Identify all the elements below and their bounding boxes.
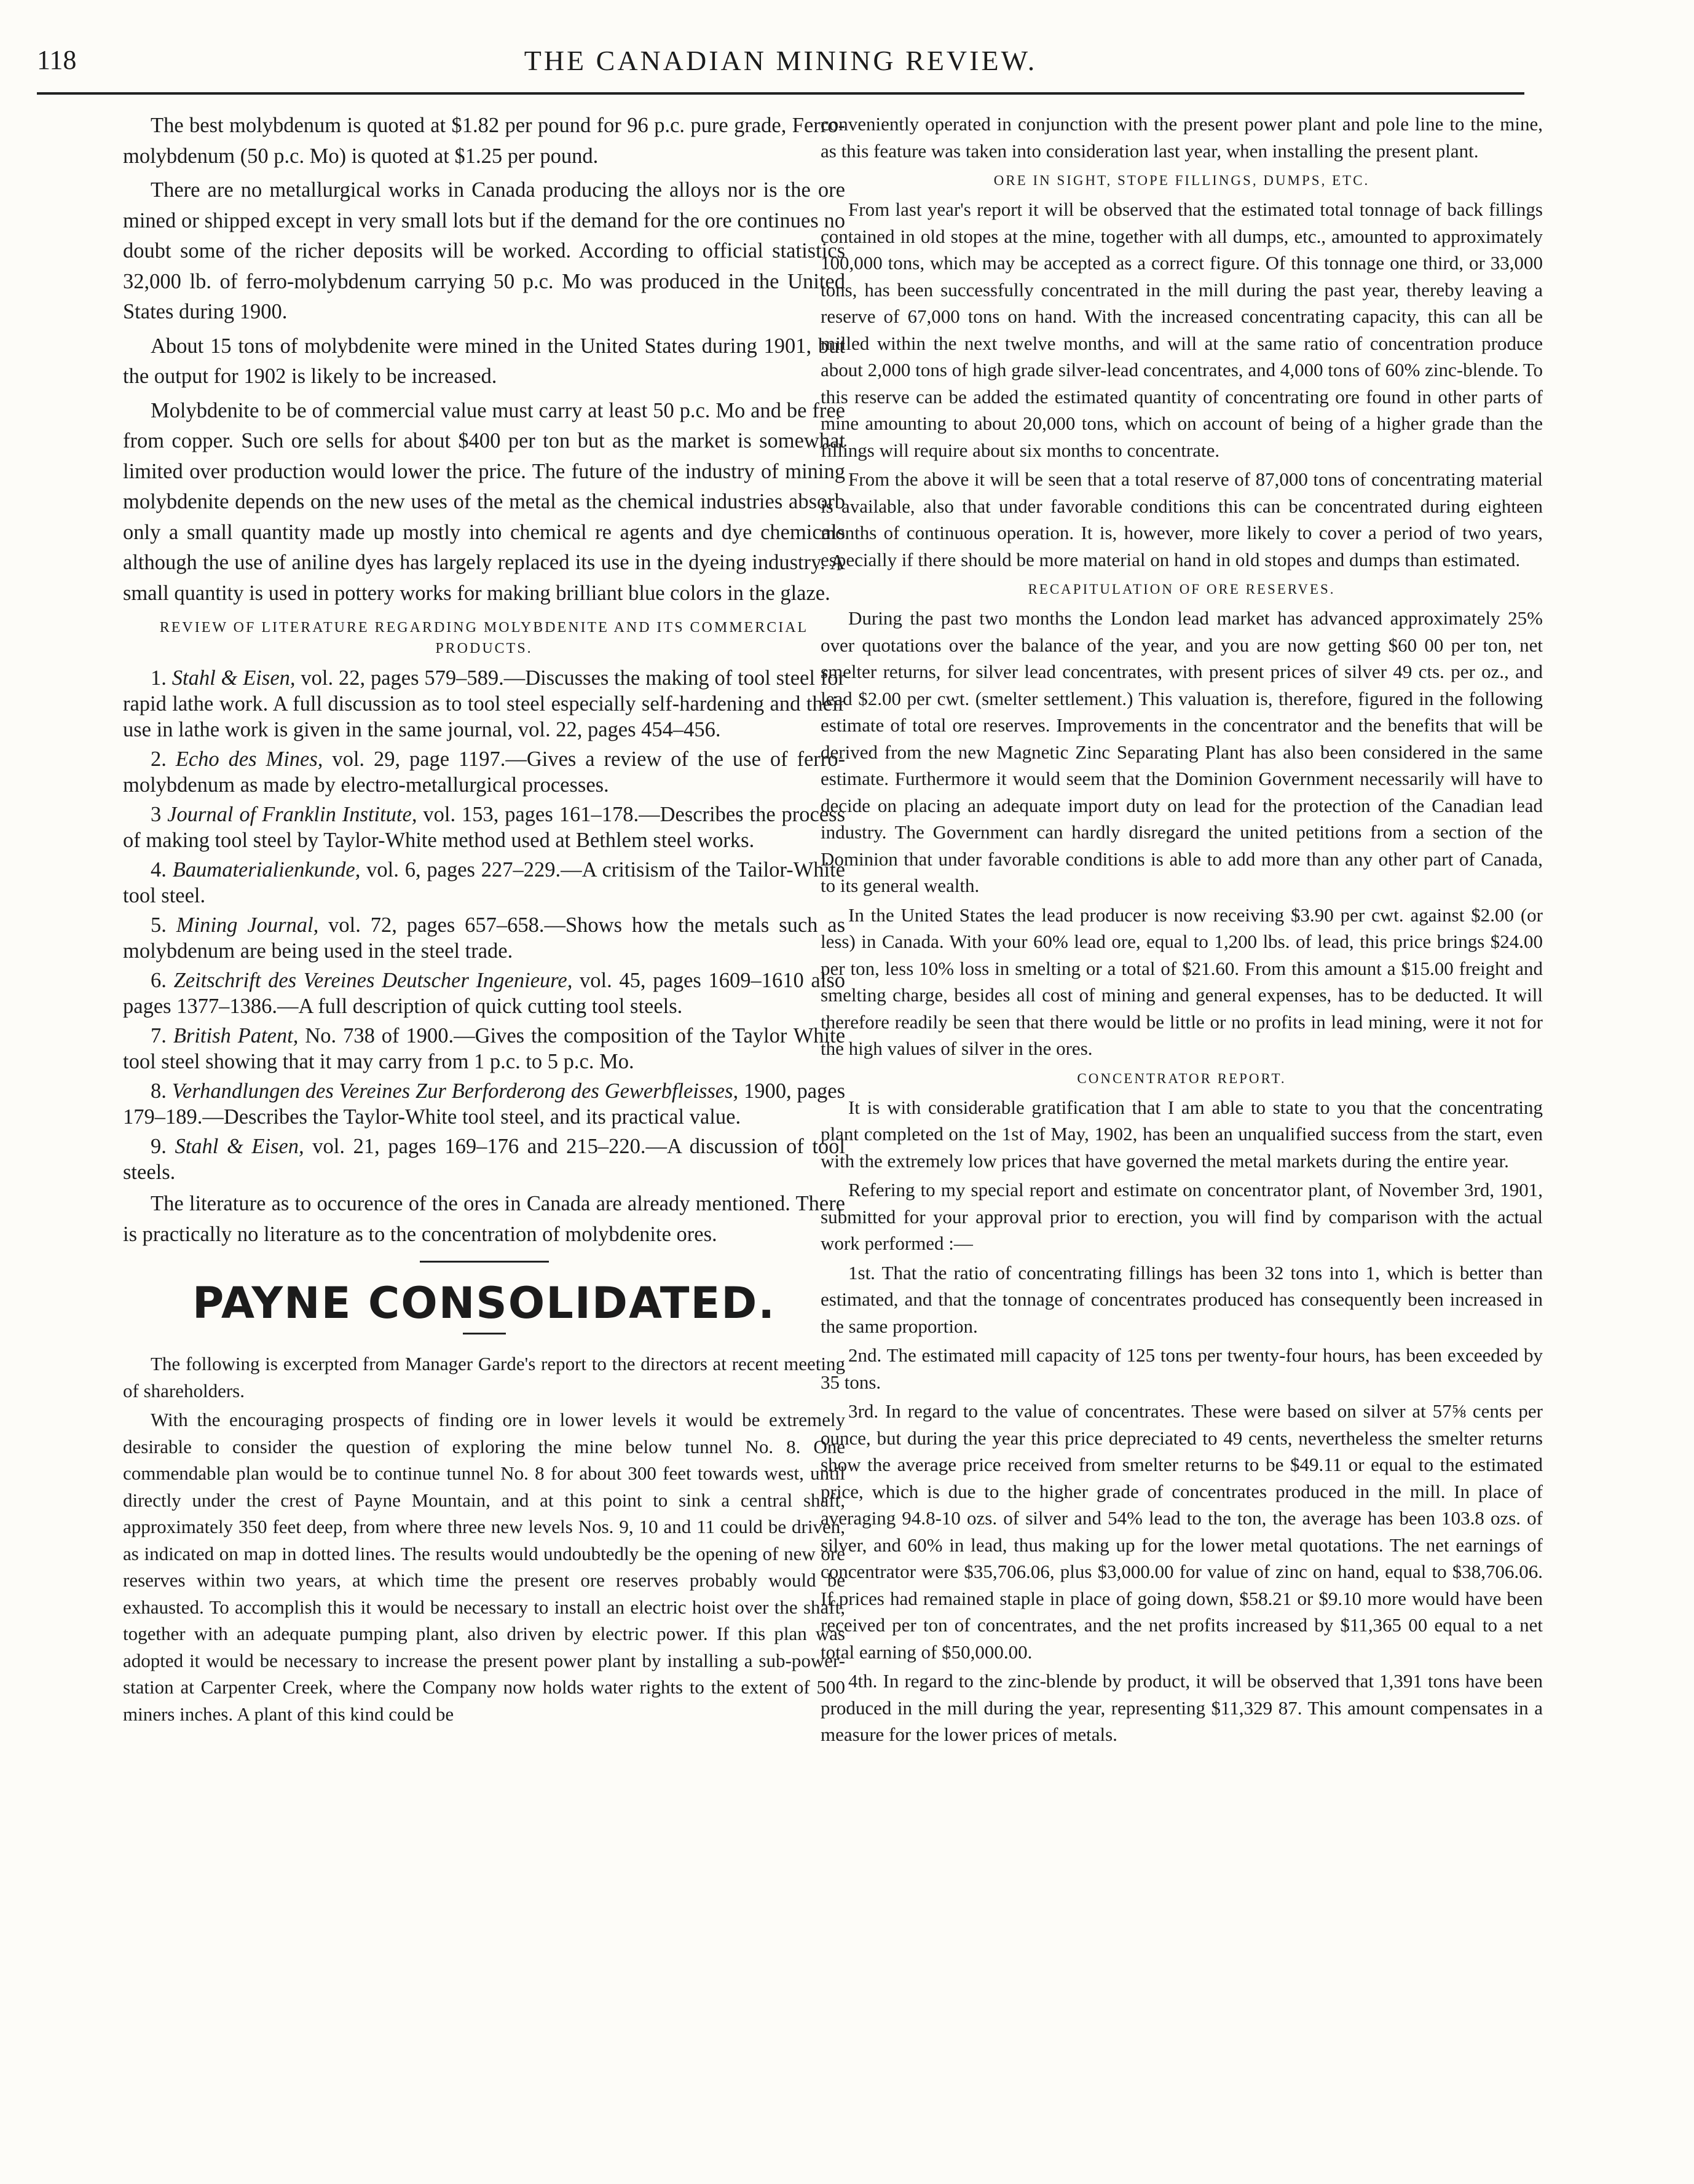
literature-item bbox=[123, 968, 845, 1019]
item-source: British Patent, bbox=[173, 1024, 299, 1047]
paragraph: There are no metallurgical works in Canada producing the alloys nor is the ore mined or shipped except in very small lots but if the demand for the ore continues no doubt some of the richer deposits will be worked. According to official statistics 32,000 lb. of ferro-molybdenum carrying 50 p.c. Mo was produced in the United States during 1900. bbox=[123, 178, 845, 323]
item-source: Stahl & Eisen, bbox=[171, 666, 296, 690]
page-header bbox=[37, 44, 1524, 89]
item-text: vol. 45, pages 1609–1610 also pages 1377–1386.—A full description of quick cutting tool steels. bbox=[123, 969, 846, 1018]
title-divider bbox=[463, 1333, 506, 1334]
item-source: Echo des Mines, bbox=[175, 747, 323, 771]
paragraph: 3rd. In regard to the value of concentrates. These were based on silver at 57⅝ cents per ounce, but during the year this price depreciated to 49 cents, nevertheless the smelter returns show the average price received from smelter returns to be $49.11 or equal to the estimated price, which is due to the higher grade of concentrates produced in the mill. In place of averaging 94.8-10 ozs. of silver and 54% lead to the ton, the average has been 103.8 ozs. of silver, and 60% in lead, thus making up for the lower metal quotations. The net earnings of concentrator were $35,706.06, plus $3,000.00 for value of zinc on hand, equal to $38,706.06. If prices had remained staple in place of going down, $58.21 or $9.10 more would have been received per ton of concentrates, and the net profits increased by $11,365 00 equal to a net total earning of $50,000.00. bbox=[821, 1400, 1543, 1663]
item-number: 9. bbox=[151, 1135, 167, 1158]
paragraph: During the past two months the London lead market has advanced approximately 25% over quotations over the balance of the year, and you are now getting $60 00 per ton, net smelter returns, for silver lead concentrates, with present prices of silver 49 cts. per oz., and lead $2.00 per cwt. (smelter settlement.) This valuation is, therefore, figured in the following estimate of total ore reserves. Improvements in the concentrator and the benefits that will be derived from the new Magnetic Zinc Separating Plant has also been considered in the same estimate. Furthermore it would seem that the Dominion Government necessarily will have to decide on placing an adequate import duty on lead for the protection of the Canadian lead industry. The Government can hardly disregard the united petitions from a section of the Dominion that under favorable conditions is able to add more than any other part of Canada, to its general wealth. bbox=[821, 607, 1543, 896]
item-number: 8. bbox=[151, 1079, 167, 1103]
literature-item bbox=[123, 1133, 845, 1185]
item-text: vol. 72, pages 657–658.—Shows how the metals such as molybdenum are being used in the steel trade. bbox=[123, 913, 845, 963]
section-heading: RECAPITULATION OF ORE RESERVES. bbox=[1028, 581, 1336, 597]
literature-item bbox=[123, 665, 845, 743]
paragraph: Molybdenite to be of commercial value must carry at least 50 p.c. Mo and be free from copper. Such ore sells for about $400 per ton but as the market is somewhat limited over production would lower the price. The future of the industry of mining molybdenite depends on the new uses of the metal as the chemical industries absorb only a small quantity made up mostly into chemical re agents and dye chemicals although the use of aniline dyes has largely replaced its use in the dyeing industry. A small quantity is used in pottery works for making brilliant blue colors in the glaze. bbox=[123, 398, 845, 605]
paragraph: From last year's report it will be observed that the estimated total tonnage of back fillings contained in old stopes at the mine, together with all dumps, etc., amounted to approximately 100,000 tons, which may be accepted as a correct figure. Of this tonnage one third, or 33,000 tons, has been successfully concentrated in the mill during the past year, thereby leaving a reserve of 67,000 tons on hand. With the increased concentrating capacity, this can all be milled within the next twelve months, and will at the same ratio of concentration produce about 2,000 tons of high grade silver-lead concentrates, and 4,000 tons of 60% zinc-blende. To this reserve can be added the estimated quantity of concentrating ore found in other parts of mine amounting to about 20,000 tons, which on account of being of a higher grade than the fillings will require about six months to concentrate. bbox=[821, 199, 1543, 461]
item-source: Mining Journal, bbox=[176, 913, 319, 937]
item-text: 1900, pages 179–189.—Describes the Taylor-White tool steel, and its practical value. bbox=[123, 1079, 846, 1129]
literature-heading: REVIEW OF LITERATURE REGARDING MOLYBDENITE AND ITS COMMERCIAL PRODUCTS. bbox=[159, 620, 809, 656]
literature-item bbox=[123, 1078, 845, 1130]
paragraph: 1st. That the ratio of concentrating fillings has been 32 tons into 1, which is better than estimated, and that the tonnage of concentrates produced has consequently been increased in the same proportion. bbox=[821, 1261, 1543, 1337]
paragraph: About 15 tons of molybdenite were mined in the United States during 1901, but the output for 1902 is likely to be increased. bbox=[123, 334, 845, 388]
paragraph: Refering to my special report and estimate on concentrator plant, of November 3rd, 1901, submitted for your approval prior to erection, you will find by comparison with the actual work performed :— bbox=[821, 1179, 1543, 1254]
item-number: 2. bbox=[151, 747, 167, 771]
literature-item bbox=[123, 912, 845, 964]
literature-item bbox=[123, 857, 845, 909]
literature-item bbox=[123, 802, 845, 853]
item-number: 7. bbox=[151, 1024, 167, 1047]
section-heading: ORE IN SIGHT, STOPE FILLINGS, DUMPS, ETC. bbox=[993, 173, 1370, 188]
paragraph: From the above it will be seen that a total reserve of 87,000 tons of concentrating material is available, also that under favorable conditions this can be concentrated during eighteen months of continuous operation. It is, however, more likely to cover a period of two years, especially if there should be more material on hand in old stopes and dumps than estimated. bbox=[821, 468, 1543, 570]
literature-item bbox=[123, 746, 845, 798]
literature-list bbox=[123, 665, 845, 1185]
paragraph: In the United States the lead producer is now receiving $3.90 per cwt. against $2.00 (or less) in Canada. With your 60% lead ore, equal to 1,200 lbs. of lead, this price brings $24.00 per ton, less 10% loss in smelting or a total of $21.60. From this amount a $15.00 freight and smelting charge, besides all cost of mining and general expenses, has to be deducted. It will therefore readily be seen that there would be little or no profits in lead mining, were it not for the high values of silver in the ores. bbox=[821, 904, 1543, 1059]
paragraph: The best molybdenum is quoted at $1.82 per pound for 96 p.c. pure grade, Ferro-molybdenum (50 p.c. Mo) is quoted at $1.25 per pound. bbox=[123, 114, 845, 168]
item-number: 6. bbox=[151, 969, 167, 992]
section-heading: CONCENTRATOR REPORT. bbox=[1077, 1070, 1286, 1086]
paragraph: conveniently operated in conjunction with the present power plant and pole line to the mine, as this feature was taken into consideration last year, when installing the present plant. bbox=[821, 113, 1543, 162]
item-text: vol. 153, pages 161–178.—Describes the process of making tool steel by Taylor-White method used at Bethlem steel works. bbox=[123, 803, 846, 852]
item-number: 3 bbox=[151, 803, 162, 826]
paragraph: With the encouraging prospects of finding ore in lower levels it would be extremely desirable to consider the question of exploring the mine below tunnel No. 8. One commendable plan would be to continue tunnel No. 8 for about 300 feet towards west, until directly under the crest of Payne Mountain, and at this point to sink a central shaft, approximately 350 feet deep, from where three new levels Nos. 9, 10 and 11 could be driven, as indicated on map in dotted lines. The results would undoubtedly be the opening of new ore reserves within two years, at which time the present ore reserves probably would be exhausted. To accomplish this it would be necessary to install an electric hoist over the shaft, together with an adequate pumping plant, also driven by electric power. If this plan was adopted it would be necessary to increase the present power plant by installing a sub-power-station at Carpenter Creek, where the Company now holds water rights to the extent of 500 miners inches. A plant of this kind could be bbox=[123, 1409, 845, 1725]
left-column bbox=[123, 111, 845, 1730]
item-text: vol. 29, page 1197.—Gives a review of the use of ferro-molybdenum as made by electro-metallurgical processes. bbox=[123, 747, 845, 797]
literature-item bbox=[123, 1023, 845, 1074]
item-source: Baumaterialienkunde, bbox=[172, 858, 361, 881]
item-text: vol. 21, pages 169–176 and 215–220.—A discussion of tool steels. bbox=[123, 1135, 846, 1184]
item-source: Journal of Franklin Institute, bbox=[167, 803, 417, 826]
item-text: vol. 22, pages 579–589.—Discusses the making of tool steel for rapid lathe work. A full discussion as to tool steel especially self-hardening and their use in lathe work is given in the same journal, vol. 22, pages 454–456. bbox=[123, 666, 846, 741]
item-source: Verhandlungen des Vereines Zur Berforderong des Gewerbfleisses, bbox=[171, 1079, 739, 1103]
item-source: Stahl & Eisen, bbox=[175, 1135, 304, 1158]
paragraph: The literature as to occurence of the ores in Canada are already mentioned. There is practically no literature as to the concentration of molybdenite ores. bbox=[123, 1192, 845, 1246]
paragraph: 2nd. The estimated mill capacity of 125 tons per twenty-four hours, has been exceeded by 35 tons. bbox=[821, 1344, 1543, 1393]
item-number: 5. bbox=[151, 913, 167, 937]
right-column bbox=[821, 111, 1543, 1751]
paragraph: It is with considerable gratification that I am able to state to you that the concentrating plant completed on the 1st of May, 1902, has been an unqualified success from the start, even with the extremely low prices that have governed the metal markets during the entire year. bbox=[821, 1096, 1543, 1172]
article-title: PAYNE CONSOLIDATED. bbox=[192, 1278, 776, 1328]
item-text: No. 738 of 1900.—Gives the composition of the Taylor White tool steel showing that it may carry from 1 p.c. to 5 p.c. Mo. bbox=[123, 1024, 846, 1073]
intro-paragraph: The following is excerpted from Manager Garde's report to the directors at recent meeting of shareholders. bbox=[123, 1353, 845, 1401]
running-title: THE CANADIAN MINING REVIEW. bbox=[524, 45, 1038, 76]
header-rule bbox=[37, 92, 1524, 95]
item-source: Zeitschrift des Vereines Deutscher Ingenieure, bbox=[173, 969, 573, 992]
section-divider bbox=[420, 1261, 549, 1263]
item-text: vol. 6, pages 227–229.—A critisism of the Tailor-White tool steel. bbox=[123, 858, 845, 907]
item-number: 4. bbox=[151, 858, 167, 881]
item-number: 1. bbox=[151, 666, 167, 690]
paragraph: 4th. In regard to the zinc-blende by product, it will be observed that 1,391 tons have been produced in the mill during the year, representing $11,329 87. This amount compensates in a measure for the lower prices of metals. bbox=[821, 1670, 1543, 1745]
page-number: 118 bbox=[37, 45, 77, 75]
